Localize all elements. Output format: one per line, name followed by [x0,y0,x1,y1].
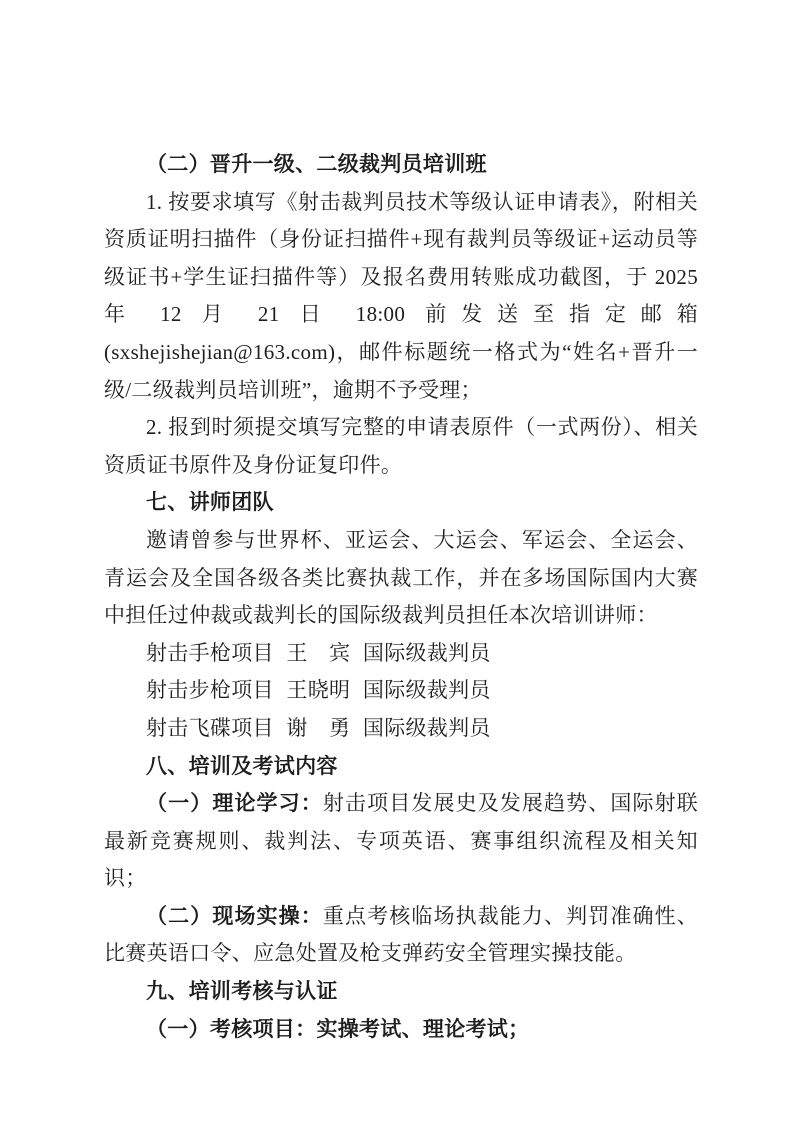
heading-section9-assessment-certification: 九、培训考核与认证 [146,980,338,1004]
instructor-row-shotgun [104,710,698,748]
document-body [104,146,698,1048]
paragraph-promotion-item-2: 2. 报到时须提交填写完整的申请表原件（一式两份）、相关资质证书原件及身份证复印件。 [104,415,698,477]
paragraph-section8-item-1 [104,785,698,898]
instructor-name: 王晓明 [286,678,351,703]
field-practice-text: 重点考核临场执裁能力、判罚准确性、比赛英语口令、应急处置及枪支弹药安全管理实操技能。 [104,903,698,966]
instructor-title: 国际级裁判员 [362,640,491,665]
instructor-title: 国际级裁判员 [362,715,491,740]
instructor-event: 射击飞碟项目 [146,715,274,740]
instructor-event: 射击步枪项目 [146,678,274,703]
heading-section8-training-exam-content: 八、培训及考试内容 [146,754,338,778]
paragraph-promotion-item-1: 1. 按要求填写《射击裁判员技术等级认证申请表》，附相关资质证明扫描件（身份证扫描件+现有裁判员等级证+运动员等级证书+学生证扫描件等）及报名费用转账成功截图，于 2025 年 12 月 21 日 18:00 前发送至指定邮箱(sxshejishejian@163.com)，邮件标题统一格式为“姓名+晋升一级/二级裁判员培训班”，逾期不予受理； [104,189,698,402]
instructor-name: 谢 勇 [286,715,351,740]
instructor-title: 国际级裁判员 [362,678,491,703]
paragraph-section9-item-1: （一）考核项目：实操考试、理论考试； [146,1016,530,1041]
heading-section7-instructor-team: 七、讲师团队 [146,491,274,515]
theory-study-text: 射击项目发展史及发展趋势、国际射联最新竞赛规则、裁判法、专项英语、赛事组织流程及相关知识； [104,791,698,891]
paragraph-section7-intro: 邀请曾参与世界杯、亚运会、大运会、军运会、全运会、青运会及全国各级各类比赛执裁工作，并在多场国际国内大赛中担任过仲裁或裁判长的国际级裁判员担任本次培训讲师： [104,527,698,628]
instructor-row-pistol [104,635,698,673]
instructor-name: 王 宾 [286,640,351,665]
instructor-event: 射击手枪项目 [146,640,274,665]
theory-study-label: （一）理论学习： [146,791,323,816]
field-practice-label: （二）现场实操： [146,903,323,928]
instructor-row-rifle [104,672,698,710]
heading-promotion-class: （二）晋升一级、二级裁判员培训班 [146,153,487,176]
paragraph-section8-item-2 [104,898,698,973]
